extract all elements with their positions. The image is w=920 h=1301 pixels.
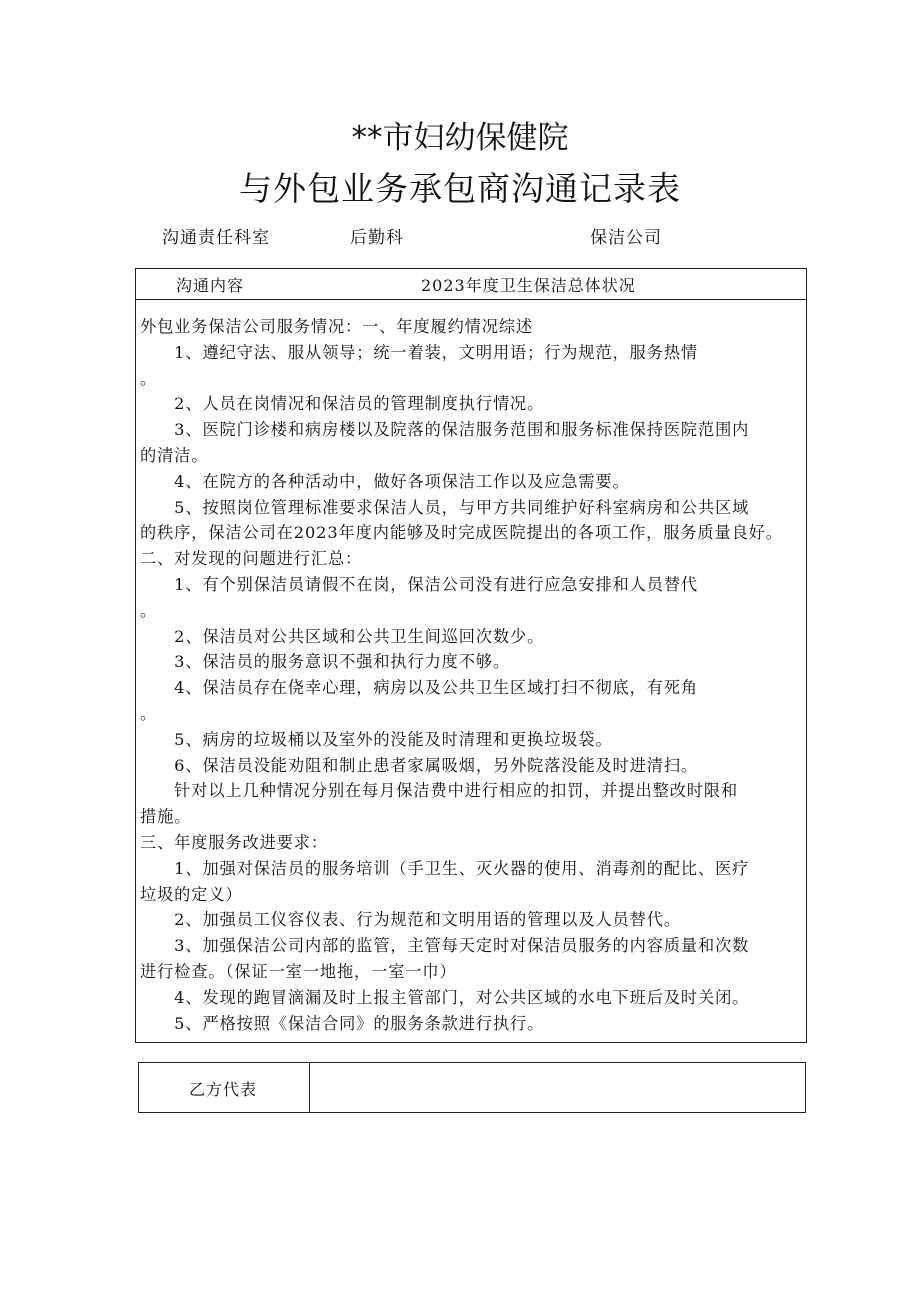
content-line: 。 [140, 704, 158, 723]
content-line: 1、有个别保洁员请假不在岗，保洁公司没有进行应急安排和人员替代 [140, 575, 698, 594]
content-line: 4、发现的跑冒滴漏及时上报主管部门，对公共区域的水电下班后及时关闭。 [140, 987, 750, 1007]
representative-row [138, 1062, 806, 1113]
content-line: 1、加强对保洁员的服务培训（手卫生、灭火器的使用、消毒剂的配比、医疗 [140, 858, 750, 878]
content-line: 三、年度服务改进要求： [140, 833, 328, 852]
content-line: 二、对发现的问题进行汇总： [140, 549, 363, 569]
content-line: 5、按照岗位管理标准要求保洁人员，与甲方共同维护好科室病房和公共区域 [140, 497, 750, 517]
content-line: 2、加强员工仪容仪表、行为规范和文明用语的管理以及人员替代。 [140, 910, 681, 930]
content-line: 措施。 [140, 807, 192, 827]
content-line: 1、遵纪守法、服从领导；统一着装，文明用语；行为规范，服务热情 [140, 342, 698, 362]
content-line: 垃圾的定义） [140, 884, 243, 904]
content-line: 的清洁。 [140, 446, 209, 465]
content-line: 6、保洁员没能劝阻和制止患者家属吸烟，另外院落没能及时进清扫。 [140, 755, 698, 775]
representative-label: 乙方代表 [189, 1080, 258, 1099]
content-line: 。 [140, 368, 158, 388]
content-line: 进行检查。（保证一室一地拖，一室一巾） [140, 962, 457, 981]
company-name: 保洁公司 [590, 228, 662, 248]
content-line: 3、保洁员的服务意识不强和执行力度不够。 [140, 652, 511, 672]
communication-record-box [135, 268, 807, 1043]
content-line: 3、加强保洁公司内部的监管，主管每天定时对保洁员服务的内容质量和次数 [140, 936, 750, 956]
department-label: 沟通责任科室 [162, 228, 270, 248]
topic-divider [136, 299, 806, 300]
content-line: 的秩序，保洁公司在2023年度内能够及时完成医院提出的各项工作，服务质量良好。 [140, 523, 783, 543]
content-line: 2、保洁员对公共区域和公共卫生间巡回次数少。 [140, 626, 545, 646]
department-value: 后勤科 [350, 228, 404, 248]
document-title: **市妇幼保健院 [351, 120, 569, 156]
content-line: 5、严格按照《保洁合同》的服务条款进行执行。 [140, 1013, 545, 1033]
content-line: 外包业务保洁公司服务情况：一、年度履约情况综述 [140, 317, 534, 336]
content-line: 2、人员在岗情况和保洁员的管理制度执行情况。 [140, 394, 545, 414]
topic-label: 沟通内容 [176, 276, 245, 295]
topic-value: 2023年度卫生保洁总体状况 [421, 276, 636, 295]
content-line: 。 [140, 600, 158, 620]
content-line: 针对以上几种情况分别在每月保洁费中进行相应的扣罚，并提出整改时限和 [140, 781, 739, 801]
content-line: 4、在院方的各种活动中，做好各项保洁工作以及应急需要。 [140, 471, 630, 491]
content-line: 5、病房的垃圾桶以及室外的没能及时清理和更换垃圾袋。 [140, 729, 613, 749]
content-line: 4、保洁员存在侥幸心理，病房以及公共卫生区域打扫不彻底，有死角 [140, 678, 698, 698]
representative-divider [309, 1063, 310, 1112]
content-line: 3、医院门诊楼和病房楼以及院落的保洁服务范围和服务标准保持医院范围内 [140, 420, 750, 440]
document-subtitle: 与外包业务承包商沟通记录表 [239, 169, 681, 208]
